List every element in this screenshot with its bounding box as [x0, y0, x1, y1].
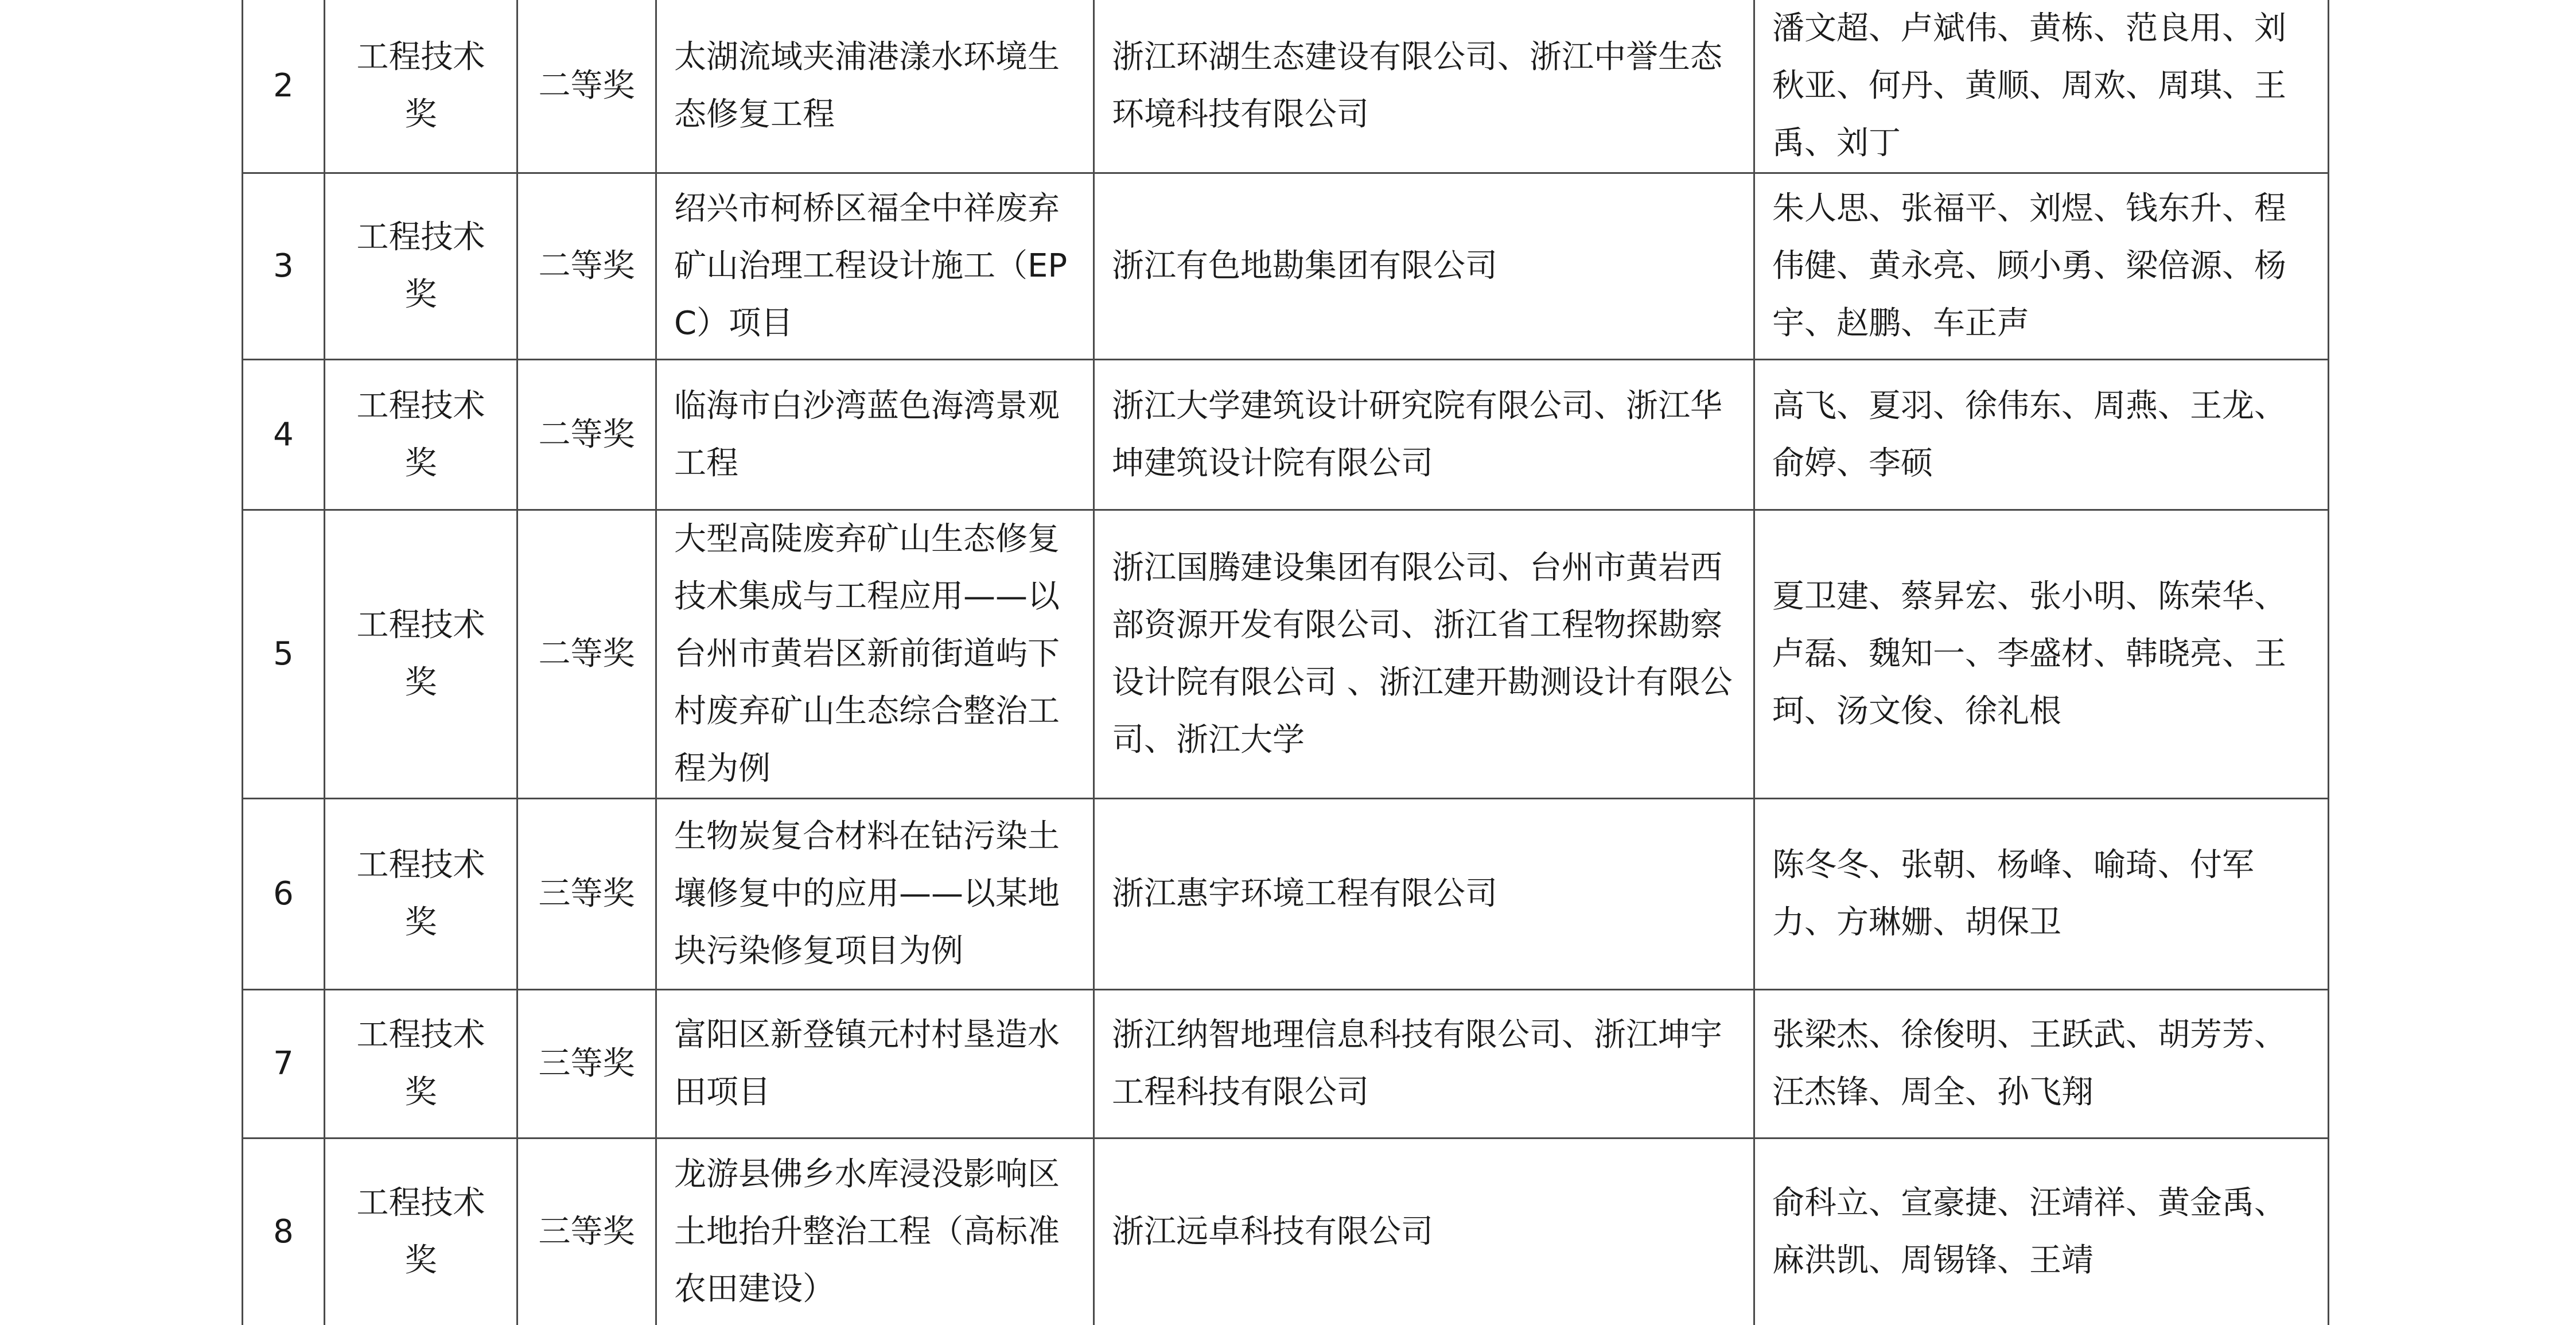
- award-grade: 三等奖: [517, 990, 656, 1139]
- award-grade: 二等奖: [517, 510, 656, 799]
- project-title: 生物炭复合材料在钴污染土壤修复中的应用——以某地块污染修复项目为例: [656, 799, 1094, 990]
- row-number: 5: [243, 510, 325, 799]
- award-category: 工程技术奖: [325, 510, 517, 799]
- organization: 浙江纳智地理信息科技有限公司、浙江坤宇工程科技有限公司: [1094, 990, 1754, 1139]
- organization: 浙江国腾建设集团有限公司、台州市黄岩西部资源开发有限公司、浙江省工程物探勘察设计院有限公司 、浙江建开勘测设计有限公司、浙江大学: [1094, 510, 1754, 799]
- award-category: 工程技术奖: [325, 173, 517, 360]
- award-category: 工程技术奖: [325, 360, 517, 510]
- project-title: 龙游县佛乡水库浸没影响区土地抬升整治工程（高标准农田建设）: [656, 1139, 1094, 1325]
- personnel: 朱人思、张福平、刘煜、钱东升、程伟健、黄永亮、顾小勇、梁倍源、杨宇、赵鹏、车正声: [1754, 173, 2329, 360]
- award-table: [242, 0, 2329, 1325]
- award-category: 工程技术奖: [325, 990, 517, 1139]
- row-number: 6: [243, 799, 325, 990]
- personnel: 俞科立、宣豪捷、汪靖祥、黄金禹、麻洪凯、周锡锋、王靖: [1754, 1139, 2329, 1325]
- award-category: 工程技术奖: [325, 799, 517, 990]
- organization: 浙江惠宇环境工程有限公司: [1094, 799, 1754, 990]
- row-number: 7: [243, 990, 325, 1139]
- project-title: 临海市白沙湾蓝色海湾景观工程: [656, 360, 1094, 510]
- table-row: [243, 799, 2329, 990]
- award-table-page: [242, 0, 2328, 1308]
- project-title: 绍兴市柯桥区福全中祥废弃矿山治理工程设计施工（EPC）项目: [656, 173, 1094, 360]
- personnel: 张梁杰、徐俊明、王跃武、胡芳芳、汪杰锋、周全、孙飞翔: [1754, 990, 2329, 1139]
- table-row: [243, 173, 2329, 360]
- row-number: 4: [243, 360, 325, 510]
- award-grade: 三等奖: [517, 1139, 656, 1325]
- table-row: [243, 360, 2329, 510]
- award-grade: 二等奖: [517, 360, 656, 510]
- organization: 浙江大学建筑设计研究院有限公司、浙江华坤建筑设计院有限公司: [1094, 360, 1754, 510]
- organization: 浙江有色地勘集团有限公司: [1094, 173, 1754, 360]
- row-number: 8: [243, 1139, 325, 1325]
- award-category: 工程技术奖: [325, 0, 517, 173]
- award-grade: 三等奖: [517, 799, 656, 990]
- organization: 浙江远卓科技有限公司: [1094, 1139, 1754, 1325]
- table-row: [243, 510, 2329, 799]
- project-title: 大型高陡废弃矿山生态修复技术集成与工程应用——以台州市黄岩区新前街道屿下村废弃矿山生态综合整治工程为例: [656, 510, 1094, 799]
- personnel: 高飞、夏羽、徐伟东、周燕、王龙、俞婷、李硕: [1754, 360, 2329, 510]
- award-category: 工程技术奖: [325, 1139, 517, 1325]
- table-row: [243, 990, 2329, 1139]
- row-number: 3: [243, 173, 325, 360]
- award-grade: 二等奖: [517, 0, 656, 173]
- personnel: 陈冬冬、张朝、杨峰、喻琦、付军力、方琳姗、胡保卫: [1754, 799, 2329, 990]
- project-title: 富阳区新登镇元村村垦造水田项目: [656, 990, 1094, 1139]
- award-grade: 二等奖: [517, 173, 656, 360]
- personnel: 潘文超、卢斌伟、黄栋、范良用、刘秋亚、何丹、黄顺、周欢、周琪、王禹、刘丁: [1754, 0, 2329, 173]
- project-title: 太湖流域夹浦港漾水环境生态修复工程: [656, 0, 1094, 173]
- table-row: [243, 1139, 2329, 1325]
- organization: 浙江环湖生态建设有限公司、浙江中誉生态环境科技有限公司: [1094, 0, 1754, 173]
- row-number: 2: [243, 0, 325, 173]
- personnel: 夏卫建、蔡昇宏、张小明、陈荣华、卢磊、魏知一、李盛材、韩晓亮、王珂、汤文俊、徐礼根: [1754, 510, 2329, 799]
- table-row: [243, 0, 2329, 173]
